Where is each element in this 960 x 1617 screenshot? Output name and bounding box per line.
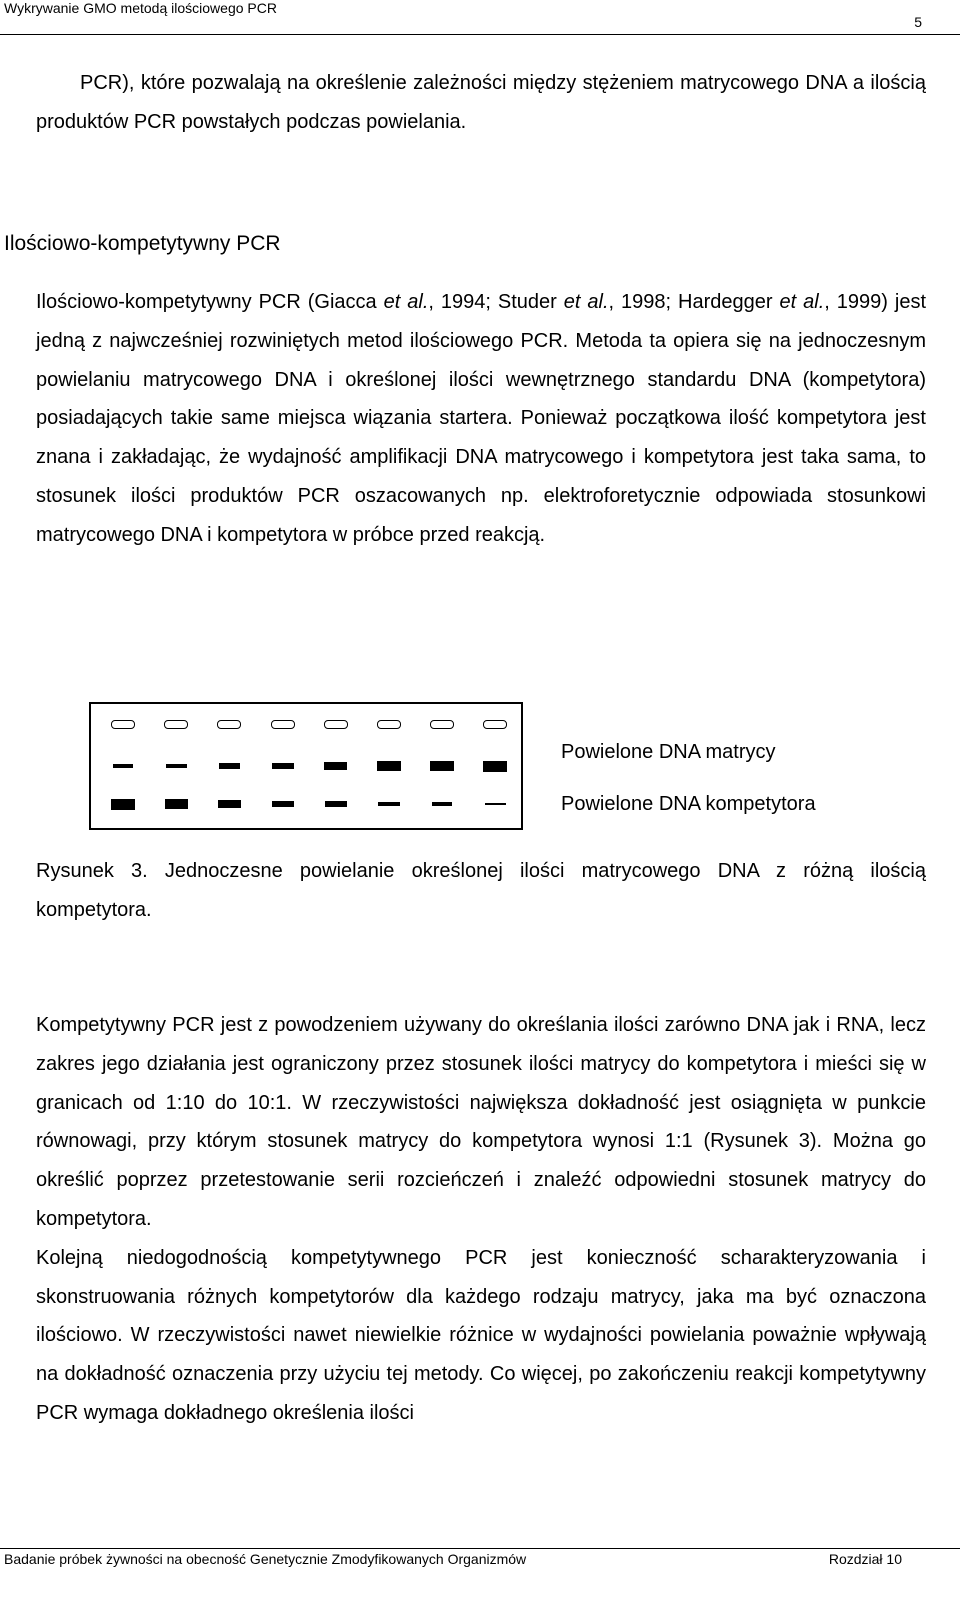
gel-well xyxy=(271,720,295,729)
band-template-dna xyxy=(324,762,347,770)
footer-divider xyxy=(0,1548,960,1549)
band-competitor-dna xyxy=(111,799,135,810)
text-run: Ilościowo-kompetytywny PCR (Giacca xyxy=(36,291,384,313)
gel-frame xyxy=(89,702,523,830)
text-run: , 1998; Hardegger xyxy=(608,291,780,313)
section-paragraph xyxy=(36,283,926,555)
citation-et-al: et al. xyxy=(383,291,429,313)
band-competitor-dna xyxy=(165,799,188,809)
figure-caption-block xyxy=(36,852,926,930)
band-template-dna xyxy=(377,761,400,771)
label-template-dna: Powielone DNA matrycy xyxy=(561,741,776,763)
gel-well xyxy=(430,720,454,729)
header-divider xyxy=(0,34,960,35)
intro-paragraph: PCR), które pozwalają na określenie zależności między stężeniem matrycowego DNA a ilością produktów PCR powstałych podczas powielania. xyxy=(36,72,926,133)
band-competitor-dna xyxy=(218,800,241,808)
band-template-dna xyxy=(272,763,294,770)
gel-well xyxy=(164,720,188,729)
label-competitor-dna: Powielone DNA kompetytora xyxy=(561,793,816,815)
citation-et-al: et al. xyxy=(563,291,609,313)
body-paragraph: Kompetytywny PCR jest z powodzeniem używany do określania ilości zarówno DNA jak i RNA, lecz zakres jego działania jest ograniczony przez stosunek ilości matrycy do kompetytora i mieści się w granicach od 1:10 do 10:1. W rzeczywistości największa dokładność jest osiągnięta w punkcie równowagi, przy którym stosunek matrycy do kompetytora wynosi 1:1 (Rysunek 3). Można go określić poprzez przetestowanie serii rozcieńczeń i znaleźć odpowiedni stosunek matrycy do kompetytora. xyxy=(36,1014,926,1230)
text-run: , 1994; Studer xyxy=(428,291,564,313)
footer-chapter: Rozdział 10 xyxy=(828,1551,902,1567)
footer-publication-title: Badanie próbek żywności na obecność Genetycznie Zmodyfikowanych Organizmów xyxy=(4,1551,527,1567)
gel-well xyxy=(377,720,401,729)
citation-et-al: et al. xyxy=(779,291,825,313)
section-heading: Ilościowo-kompetytywny PCR xyxy=(4,232,281,255)
gel-well xyxy=(217,720,241,729)
band-competitor-dna xyxy=(378,802,399,807)
band-template-dna xyxy=(483,761,507,772)
band-competitor-dna xyxy=(272,801,294,808)
gel-well xyxy=(483,720,507,729)
gel-well xyxy=(324,720,348,729)
text-run: , 1999) jest jedną z najwcześniej rozwiniętych metod ilościowego PCR. Metoda ta opiera się na jednoczesnym powielaniu matrycowego DNA i określonej ilości wewnętrznego standardu DNA (kompetytora) posiadających takie same miejsca wiązania startera. Ponieważ początkowa ilość kompetytora jest znana i zakładając, że wydajność amplifikacji DNA matrycowego i kompetytora jest taka sama, to stosunek ilości produktów PCR oszacowanych np. elektroforetycznie odpowiada stosunkowi matrycowego DNA i kompetytora w próbce przed reakcją. xyxy=(36,291,927,546)
band-competitor-dna xyxy=(485,803,505,806)
body-paragraphs-block xyxy=(36,1006,926,1433)
band-competitor-dna xyxy=(432,802,453,805)
band-template-dna xyxy=(166,764,187,769)
band-template-dna xyxy=(219,763,241,769)
body-paragraph: Kolejną niedogodnością kompetytywnego PCR jest konieczność scharakteryzowania i skonstruowania różnych kompetytorów dla każdego rodzaju matrycy, jaka ma być oznaczona ilościowo. W rzeczywistości nawet niewielkie różnice w wydajności powielania poważnie wpływają na dokładność oznaczenia przy użyciu tej metody. Co więcej, po zakończeniu reakcji kompetytywny PCR wymaga dokładnego określenia ilości xyxy=(36,1246,926,1424)
running-header-title: Wykrywanie GMO metodą ilościowego PCR xyxy=(4,0,277,16)
section-paragraph-block xyxy=(36,283,926,555)
band-competitor-dna xyxy=(325,801,347,807)
band-template-dna xyxy=(113,764,134,767)
gel-well xyxy=(111,720,135,729)
intro-paragraph-block xyxy=(36,64,926,142)
page-number: 5 xyxy=(914,14,922,30)
band-template-dna xyxy=(430,761,454,772)
figure-caption: Rysunek 3. Jednoczesne powielanie określonej ilości matrycowego DNA z różną ilością kompetytora. xyxy=(36,860,926,921)
